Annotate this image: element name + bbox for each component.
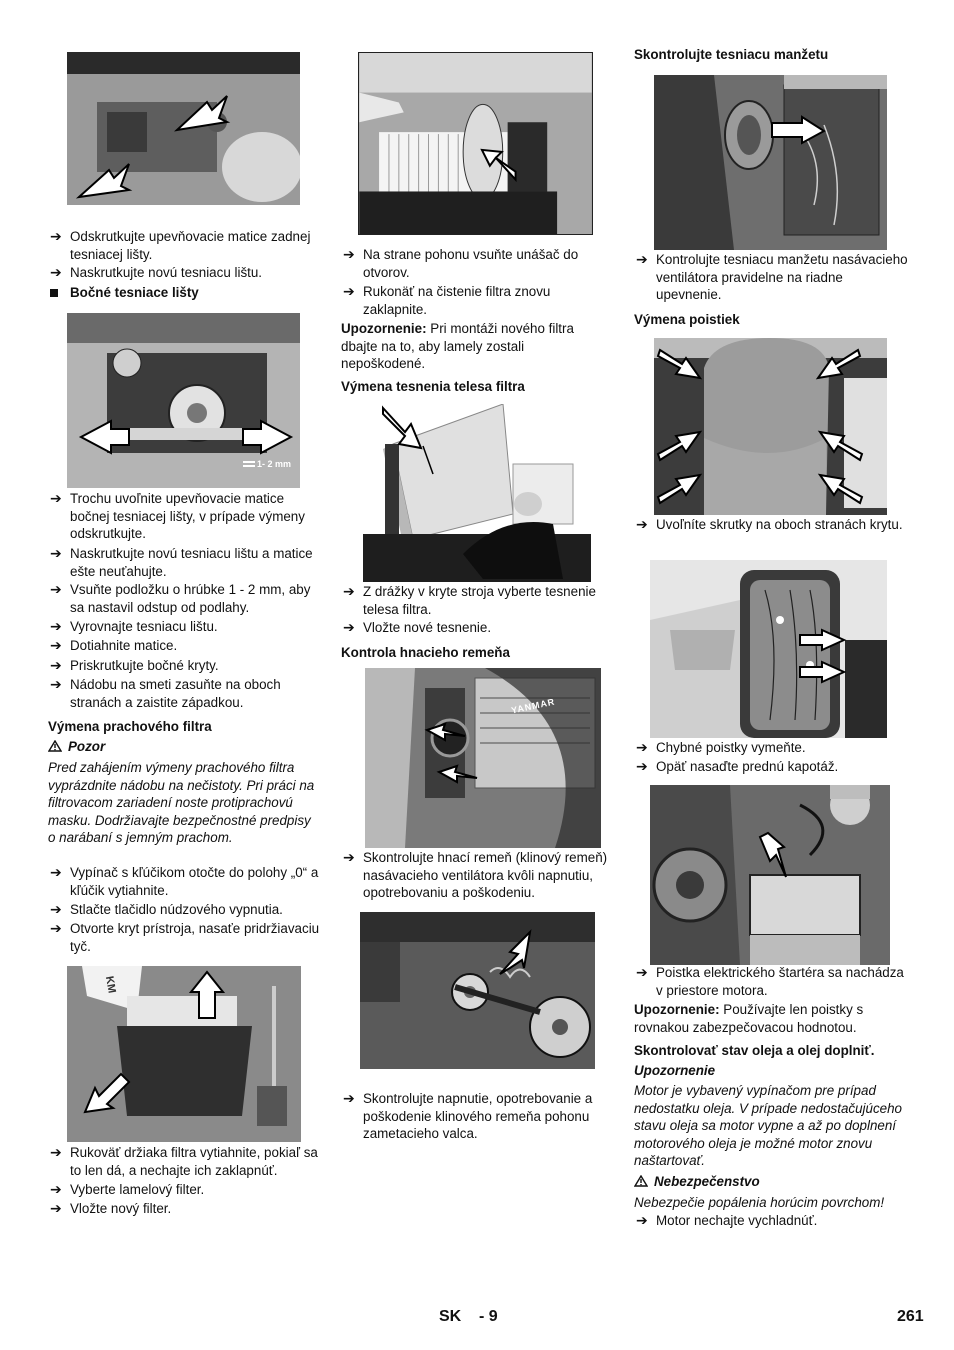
filter-housing-seal-illustration — [363, 404, 591, 582]
section-heading: Skontrolovať stav oleja a olej doplniť. — [634, 1043, 875, 1058]
photo-front-cover — [654, 338, 887, 515]
note-title: Upozornenie — [634, 1063, 716, 1078]
section-heading: Výmena prachového filtra — [48, 719, 212, 734]
arrow-right-icon: ➔ — [343, 1090, 355, 1106]
list-item: ➔ Otvorte kryt prístroja, nasaťe pridržiavaciu tyč. — [50, 920, 320, 954]
danger-text: Nebezpečie popálenia horúcim povrchom! — [634, 1195, 885, 1210]
note-paragraph: Upozornenie: Pri montáži nového filtra dbajte na to, aby lamely zostali nepoškodené. — [341, 321, 574, 372]
photo-filter-insertion — [358, 52, 593, 235]
footer-section-page: - 9 — [479, 1308, 498, 1325]
engine-brand-label: YANMAR — [510, 696, 557, 716]
list-item: ➔ Poistka elektrického štartéra sa nachádza v priestore motora. — [636, 964, 904, 998]
list-item: ➔ Vložte nový filter. — [50, 1200, 172, 1216]
list-item: ➔ Odskrutkujte upevňovacie matice zadnej tesniacej lišty. — [50, 228, 311, 262]
list-item: ➔ Chybné poistky vymeňte. — [636, 739, 806, 755]
photo-rear-seal-strip — [67, 52, 300, 205]
arrow-right-icon: ➔ — [343, 849, 355, 865]
arrow-right-icon: ➔ — [636, 251, 648, 267]
note-paragraph: Upozornenie: Používajte len poistky s rovnakou zabezpečovacou hodnotou. — [634, 1002, 864, 1035]
list-item: ➔ Opäť nasaďte prednú kapotáž. — [636, 758, 839, 774]
arrow-right-icon: ➔ — [343, 283, 355, 299]
photo-filter-housing-seal — [363, 404, 591, 582]
photo-fuse-panel — [650, 560, 887, 738]
page-number: 261 — [897, 1308, 924, 1325]
warning-title: Pozor — [48, 738, 105, 756]
list-item: ➔ Naskrutkujte novú tesniacu lištu. — [50, 264, 263, 280]
arrow-right-icon: ➔ — [50, 1144, 62, 1160]
arrow-right-icon: ➔ — [50, 228, 62, 244]
arrow-right-icon: ➔ — [50, 637, 62, 653]
front-cover-illustration — [654, 338, 887, 515]
filter-insertion-illustration — [359, 53, 592, 234]
arrow-right-icon: ➔ — [343, 246, 355, 262]
section-heading: Výmena tesnenia telesa filtra — [341, 379, 525, 394]
arrow-right-icon: ➔ — [50, 264, 62, 280]
arrow-right-icon: ➔ — [50, 581, 62, 597]
note-text: Motor je vybavený vypínačom pre prípad nedostatku oleja. V prípade nedostačujúceho stavu oleja sa motor vypne a až po doplnení motorového oleja je možné motor znovu naštartovať. — [634, 1083, 903, 1169]
list-item: ➔ Vyberte lamelový filter. — [50, 1181, 205, 1197]
list-item: ➔ Skontrolujte napnutie, opotrebovanie a poškodenie klinového remeňa pohonu zametacieho valca. — [343, 1090, 593, 1142]
list-item: ➔ Vložte nové tesnenie. — [343, 619, 492, 635]
list-item: ➔ Trochu uvoľnite upevňovacie matice bočnej tesniacej lišty, v prípade výmeny odskrutkujte. — [50, 490, 305, 542]
photo-engine-drive-belt — [365, 668, 601, 848]
arrow-right-icon: ➔ — [50, 618, 62, 634]
photo-side-seal-strips — [67, 313, 300, 488]
section-heading: Kontrola hnacieho remeňa — [341, 645, 510, 660]
engine-compartment-illustration — [650, 785, 890, 965]
bullet-heading: Bočné tesniace lišty — [48, 284, 199, 302]
arrow-right-icon: ➔ — [50, 901, 62, 917]
arrow-right-icon: ➔ — [50, 920, 62, 936]
list-item: ➔ Vsuňte podložku o hrúbke 1 - 2 mm, aby sa nastavil odstup od podlahy. — [50, 581, 311, 615]
danger-title: Nebezpečenstvo — [634, 1173, 760, 1191]
list-item: ➔ Motor nechajte vychladnúť. — [636, 1212, 818, 1228]
section-heading: Skontrolujte tesniacu manžetu — [634, 47, 829, 62]
arrow-right-icon: ➔ — [636, 516, 648, 532]
shim-size-label: 1- 2 mm — [257, 459, 292, 469]
arrow-right-icon: ➔ — [636, 1212, 648, 1228]
footer-language: SK — [439, 1308, 462, 1325]
list-item: ➔ Z drážky v kryte stroja vyberte tesnenie telesa filtra. — [343, 583, 596, 617]
photo-sweep-roller-belt — [360, 912, 595, 1069]
list-item: ➔ Naskrutkujte novú tesniacu lištu a matice ešte neuťahujte. — [50, 545, 313, 579]
arrow-right-icon: ➔ — [50, 657, 62, 673]
photo-engine-compartment — [650, 785, 890, 965]
list-item: ➔ Uvoľníte skrutky na oboch stranách krytu. — [636, 516, 903, 532]
arrow-right-icon: ➔ — [50, 1181, 62, 1197]
list-item: ➔ Rukonäť na čistenie filtra znovu zaklapnite. — [343, 283, 551, 317]
engine-drive-belt-illustration — [365, 668, 601, 848]
fuse-panel-illustration — [650, 560, 887, 738]
photo-seal-cuff — [654, 75, 887, 250]
arrow-right-icon: ➔ — [50, 864, 62, 880]
arrow-right-icon: ➔ — [343, 583, 355, 599]
list-item: ➔ Na strane pohonu vsuňte unášač do otvorov. — [343, 246, 579, 280]
arrow-right-icon: ➔ — [50, 1200, 62, 1216]
arrow-right-icon: ➔ — [50, 676, 62, 692]
list-item: ➔ Priskrutkujte bočné kryty. — [50, 657, 219, 673]
arrow-right-icon: ➔ — [343, 619, 355, 635]
arrow-right-icon: ➔ — [636, 964, 648, 980]
list-item: ➔ Rukoväť držiaka filtra vytiahnite, pokiaľ sa to len dá, a nechajte ich zaklapnúť. — [50, 1144, 318, 1178]
warning-text: Pred zahájením výmeny prachového filtra vyprázdnite nádobu na nečistoty. Pri práci na filtrovacom zariadení noste protiprachovú masku. Dodržiavajte bezpečnostné predpisy o narábaní s jemným prachom. — [48, 760, 315, 846]
square-bullet-icon — [50, 289, 58, 297]
list-item: ➔ Vypínač s kľúčikom otočte do polohy „0“ a kľúčik vytiahnite. — [50, 864, 319, 898]
arrow-right-icon: ➔ — [636, 758, 648, 774]
list-item: ➔ Vyrovnajte tesniacu lištu. — [50, 618, 218, 634]
arrow-right-icon: ➔ — [50, 490, 62, 506]
list-item: ➔ Kontrolujte tesniacu manžetu nasávacieho ventilátora pravidelne na riadne upevnenie. — [636, 251, 908, 303]
brand-label: KM — [102, 975, 118, 995]
list-item: ➔ Stlačte tlačidlo núdzového vypnutia. — [50, 901, 283, 917]
warning-triangle-icon — [634, 1175, 648, 1187]
sweep-roller-belt-illustration — [360, 912, 595, 1069]
list-item: ➔ Dotiahnite matice. — [50, 637, 178, 653]
photo-filter-holder — [67, 966, 301, 1142]
list-item: ➔ Skontrolujte hnací remeň (klinový remeň) nasávacieho ventilátora kvôli napnutiu, opotrebovaniu a poškodeniu. — [343, 849, 608, 901]
seal-cuff-illustration — [654, 75, 887, 250]
warning-triangle-icon — [48, 740, 62, 752]
rear-seal-illustration — [67, 52, 300, 205]
arrow-right-icon: ➔ — [636, 739, 648, 755]
list-item: ➔ Nádobu na smeti zasuňte na oboch stranách a zaistite západkou. — [50, 676, 281, 710]
arrow-right-icon: ➔ — [50, 545, 62, 561]
section-heading: Výmena poistiek — [634, 312, 740, 327]
